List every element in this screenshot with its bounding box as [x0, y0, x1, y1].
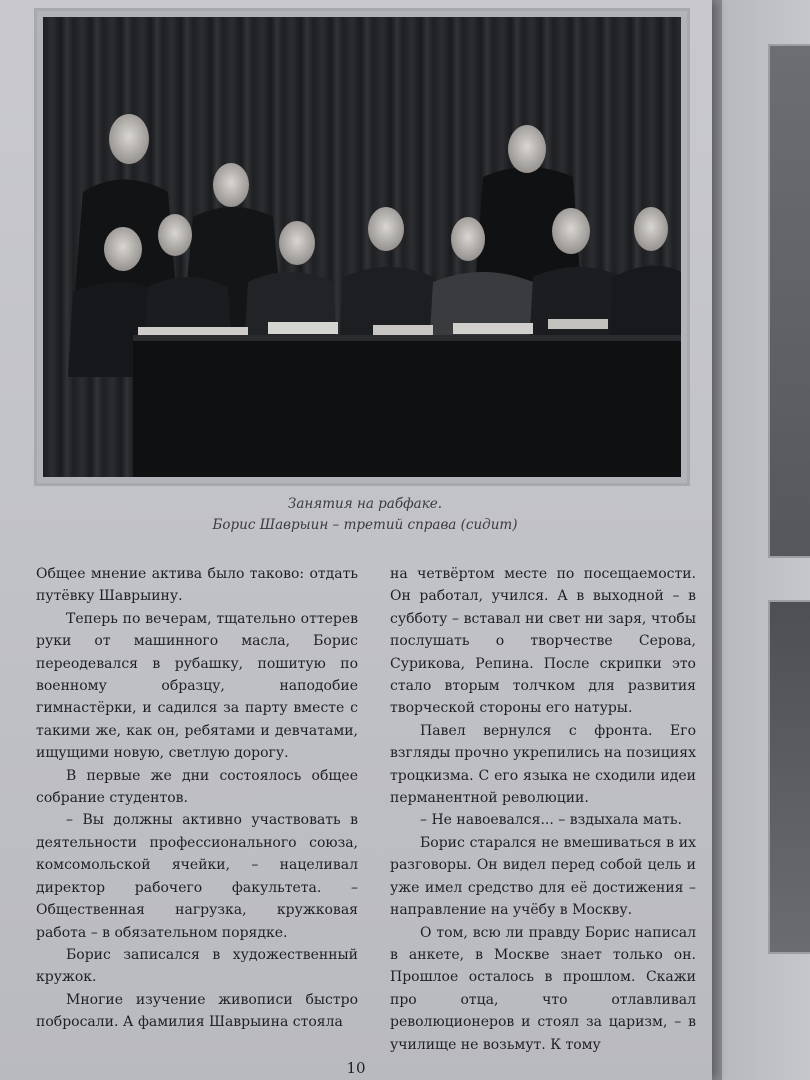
paragraph: О том, всю ли правду Борис написал в анкете, в Москве знает только он. Прошлое осталось в прошлом. Скажи про отца, что отлавливал революционеров и стоял за царизм, – в училище не возьмут. К тому	[390, 924, 696, 1053]
paragraph: Теперь по вечерам, тщательно оттерев руки от машинного масла, Борис переодевался в рубашку, пошитую по военному образцу, наподобие гимнастёрки, и садился за парту вместе с такими же, как он, ребятами и девчатами, ищущими новую, светлую дорогу.	[36, 610, 358, 762]
facing-page-photo-bottom	[768, 600, 810, 954]
caption-line-2: Борис Шаврыин – третий справа (сидит)	[212, 517, 518, 533]
group-photograph	[43, 17, 681, 477]
photo-figures	[43, 17, 681, 477]
paragraph: на четвёртом месте по посещаемости. Он работал, учился. А в выходной – в субботу – вставал ни свет ни заря, чтобы послушать о творчестве Серова, Сурикова, Репина. После скрипки это стало вторым толчком для развития творческой стороны его натуры.	[390, 566, 696, 717]
paragraph: В первые же дни состоялось общее собрание студентов.	[36, 767, 358, 807]
page-number: 10	[346, 1059, 366, 1077]
text-column-right	[390, 563, 696, 1056]
paragraph: – Не навоевался... – вздыхала мать.	[420, 812, 682, 829]
table	[133, 335, 681, 477]
facing-page	[722, 0, 810, 1080]
text-column-left	[36, 563, 358, 1034]
paragraph: Многие изучение живописи быстро побросали. А фамилия Шаврыина стояла	[36, 991, 358, 1031]
paragraph: Борис записался в художественный кружок.	[36, 946, 358, 986]
paragraph: Павел вернулся с фронта. Его взгляды прочно укрепились на позициях троцкизма. С его языка не сходили идеи перманентной революции.	[390, 722, 696, 807]
paragraph: – Вы должны активно участвовать в деятельности профессионального союза, комсомольской ячейки, – нацеливал директор рабочего факультета. – Общественная нагрузка, кружковая работа – в обязательном порядке.	[36, 812, 358, 941]
facing-page-photo-top	[768, 44, 810, 558]
caption-line-1: Занятия на рабфаке.	[287, 496, 443, 512]
paragraph: Борис старался не вмешиваться в их разговоры. Он видел перед собой цель и уже имел средство для её достижения – направление на учёбу в Москву.	[390, 834, 696, 919]
photo-frame	[34, 8, 690, 486]
photo-caption	[150, 494, 580, 536]
paragraph: Общее мнение актива было таково: отдать путёвку Шаврыину.	[36, 566, 358, 605]
